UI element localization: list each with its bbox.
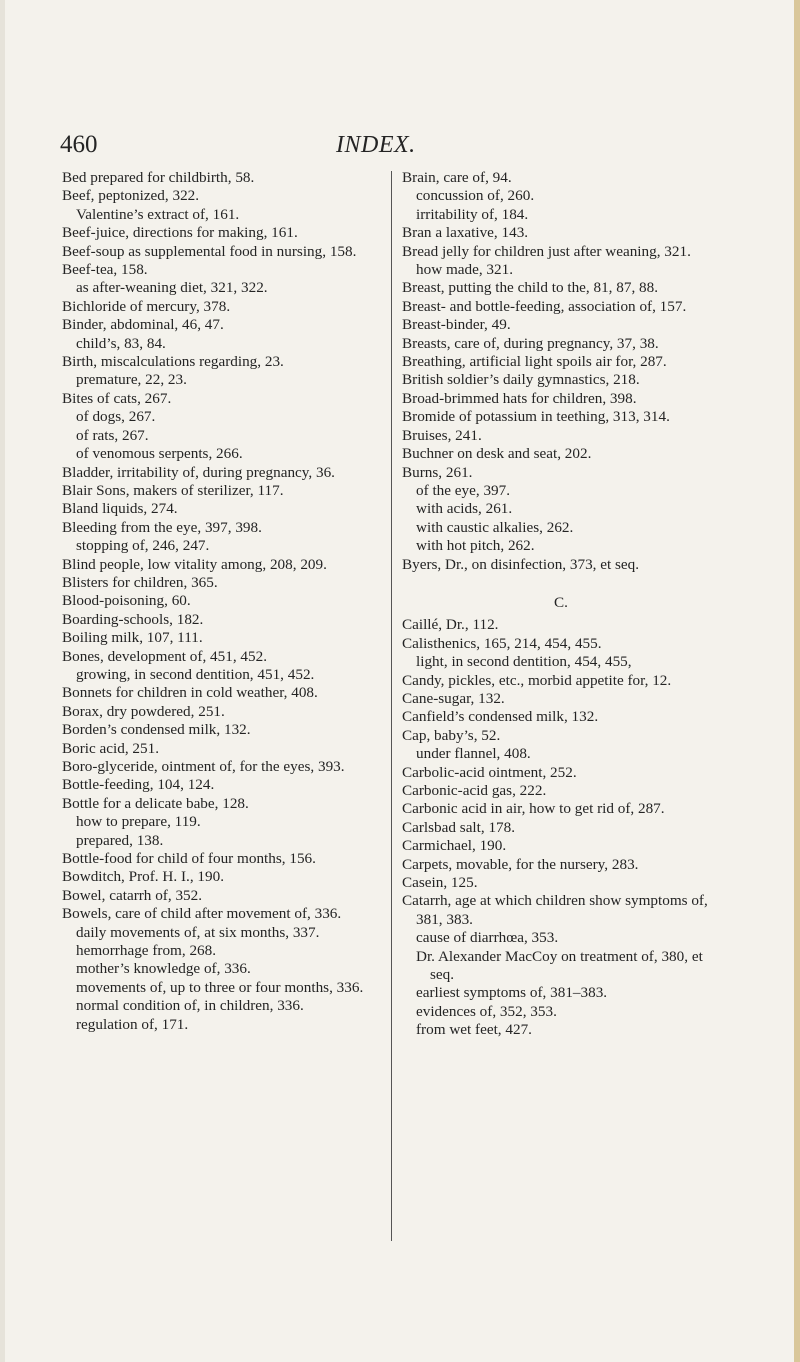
- index-entry: Bruises, 241.: [402, 426, 482, 444]
- index-entry: Bowel, catarrh of, 352.: [62, 886, 203, 904]
- index-subentry: of the eye, 397.: [416, 481, 511, 499]
- index-entry: Cane-sugar, 132.: [402, 689, 505, 707]
- index-entry: Boric acid, 251.: [62, 739, 160, 757]
- index-subentry: of venomous serpents, 266.: [76, 445, 243, 463]
- index-subentry: evidences of, 352, 353.: [416, 1002, 557, 1020]
- index-entry: Boro-glyceride, ointment of, for the eyes, 393.: [62, 758, 345, 775]
- index-entry: Caillé, Dr., 112.: [402, 616, 499, 634]
- page-right-edge: [794, 0, 800, 1362]
- index-entry: Bland liquids, 274.: [62, 500, 178, 518]
- index-entry: Carbolic-acid ointment, 252.: [402, 763, 577, 781]
- index-subentry: with caustic alkalies, 262.: [416, 518, 574, 536]
- index-subentry: regulation of, 171.: [76, 1015, 189, 1033]
- index-entry: Beef-tea, 158.: [62, 261, 148, 279]
- index-entry: Bromide of potassium in teething, 313, 314.: [402, 408, 670, 426]
- index-entry: Beef-soup as supplemental food in nursing, 158.: [62, 242, 357, 260]
- index-entry: Blair Sons, makers of sterilizer, 117.: [62, 481, 284, 499]
- index-entry: Bleeding from the eye, 397, 398.: [62, 518, 262, 536]
- index-subentry: from wet feet, 427.: [416, 1021, 532, 1039]
- index-subentry: earliest symptoms of, 381–383.: [416, 984, 608, 1002]
- index-entry: Bowels, care of child after movement of, 336.: [62, 905, 342, 923]
- index-subentry: how made, 321.: [416, 261, 514, 279]
- index-column-left: [62, 169, 380, 1034]
- index-entry: Breast-binder, 49.: [402, 316, 511, 334]
- index-subentry: movements of, up to three or four months, 336.: [76, 978, 364, 996]
- index-subentry: premature, 22, 23.: [76, 371, 187, 389]
- index-entry: Bran a laxative, 143.: [402, 224, 529, 242]
- index-subentry: growing, in second dentition, 451, 452.: [76, 665, 315, 683]
- index-subentry: concussion of, 260.: [416, 187, 535, 205]
- index-entry: Candy, pickles, etc., morbid appetite for, 12.: [402, 671, 672, 689]
- index-entry: Bladder, irritability of, during pregnancy, 36.: [62, 463, 335, 481]
- index-subentry: daily movements of, at six months, 337.: [76, 923, 320, 941]
- index-entry: Breasts, care of, during pregnancy, 37, 38.: [402, 334, 659, 352]
- index-entry: Bed prepared for childbirth, 58.: [62, 169, 255, 186]
- index-subentry: Dr. Alexander MacCoy on treatment of, 380, et seq.: [416, 947, 703, 984]
- index-subentry: irritability of, 184.: [416, 205, 529, 223]
- page-number: 460: [60, 131, 98, 158]
- index-subentry: as after-weaning diet, 321, 322.: [76, 279, 268, 297]
- index-entry: Boiling milk, 107, 111.: [62, 629, 203, 647]
- index-subentry: prepared, 138.: [76, 831, 164, 849]
- index-subentry: mother’s knowledge of, 336.: [76, 960, 251, 978]
- index-entry: Bichloride of mercury, 378.: [62, 297, 231, 315]
- index-entry: Boarding-schools, 182.: [62, 610, 204, 628]
- index-entry: Blood-poisoning, 60.: [62, 592, 191, 610]
- index-entry: Carpets, movable, for the nursery, 283.: [402, 855, 639, 873]
- index-entry: Burns, 261.: [402, 463, 473, 481]
- index-subentry: stopping of, 246, 247.: [76, 537, 210, 555]
- index-subentry: how to prepare, 119.: [76, 813, 201, 831]
- index-entry: Buchner on desk and seat, 202.: [402, 445, 592, 463]
- index-entry: Breast- and bottle-feeding, association of, 157.: [402, 297, 687, 315]
- index-entry: Calisthenics, 165, 214, 454, 455.: [402, 634, 602, 652]
- index-entry: Byers, Dr., on disinfection, 373, et seq.: [402, 555, 640, 573]
- index-entry: Blisters for children, 365.: [62, 573, 218, 591]
- index-entry: Carbonic-acid gas, 222.: [402, 782, 547, 799]
- page-left-edge: [0, 0, 5, 1362]
- running-head: INDEX.: [336, 132, 416, 158]
- index-entry: Beef-juice, directions for making, 161.: [62, 224, 298, 242]
- index-entry: Birth, miscalculations regarding, 23.: [62, 353, 284, 371]
- index-entry: Binder, abdominal, 46, 47.: [62, 316, 224, 334]
- index-entry: Broad-brimmed hats for children, 398.: [402, 389, 637, 407]
- index-entry: Bottle-feeding, 104, 124.: [62, 776, 215, 794]
- index-entry: Canfield’s condensed milk, 132.: [402, 708, 599, 726]
- index-entry: Bottle-food for child of four months, 156.: [62, 850, 316, 868]
- index-subentry: with acids, 261.: [416, 500, 513, 518]
- index-subentry: hemorrhage from, 268.: [76, 942, 217, 960]
- index-entry: Beef, peptonized, 322.: [62, 187, 200, 205]
- index-entry: Borden’s condensed milk, 132.: [62, 721, 251, 739]
- column-divider: [391, 171, 392, 1241]
- section-letter-c: C.: [554, 593, 568, 611]
- index-entry: Blind people, low vitality among, 208, 209.: [62, 555, 327, 573]
- index-entry: Bottle for a delicate babe, 128.: [62, 794, 249, 812]
- index-entry: British soldier’s daily gymnastics, 218.: [402, 371, 640, 389]
- index-column-right: [402, 169, 720, 1040]
- index-entry: Bonnets for children in cold weather, 408.: [62, 684, 318, 702]
- index-entry: Cap, baby’s, 52.: [402, 726, 501, 744]
- index-entry: Borax, dry powdered, 251.: [62, 702, 225, 720]
- index-subentry: cause of diarrhœa, 353.: [416, 929, 559, 947]
- index-entry: Brain, care of, 94.: [402, 169, 512, 186]
- index-subentry: Valentine’s extract of, 161.: [76, 205, 240, 223]
- index-subentry: with hot pitch, 262.: [416, 537, 535, 555]
- index-entry: Breathing, artificial light spoils air for, 287.: [402, 353, 667, 371]
- index-entry: Catarrh, age at which children show symptoms of, 381, 383.: [402, 892, 708, 928]
- index-entry: Bread jelly for children just after weaning, 321.: [402, 242, 691, 260]
- index-entry: Breast, putting the child to the, 81, 87, 88.: [402, 279, 659, 297]
- index-entry: Bowditch, Prof. H. I., 190.: [62, 868, 224, 886]
- index-subentry: under flannel, 408.: [416, 745, 531, 763]
- index-entry: Bites of cats, 267.: [62, 389, 172, 407]
- index-subentry: of rats, 267.: [76, 426, 149, 444]
- index-entry: Carbonic acid in air, how to get rid of, 287.: [402, 800, 665, 818]
- index-subentry: of dogs, 267.: [76, 408, 156, 426]
- index-subentry: light, in second dentition, 454, 455,: [416, 653, 632, 671]
- index-entry: Carlsbad salt, 178.: [402, 818, 516, 836]
- index-entry: Casein, 125.: [402, 874, 478, 892]
- index-entry: Bones, development of, 451, 452.: [62, 647, 268, 665]
- index-subentry: normal condition of, in children, 336.: [76, 997, 304, 1015]
- index-subentry: child’s, 83, 84.: [76, 334, 166, 352]
- index-entry: Carmichael, 190.: [402, 837, 507, 855]
